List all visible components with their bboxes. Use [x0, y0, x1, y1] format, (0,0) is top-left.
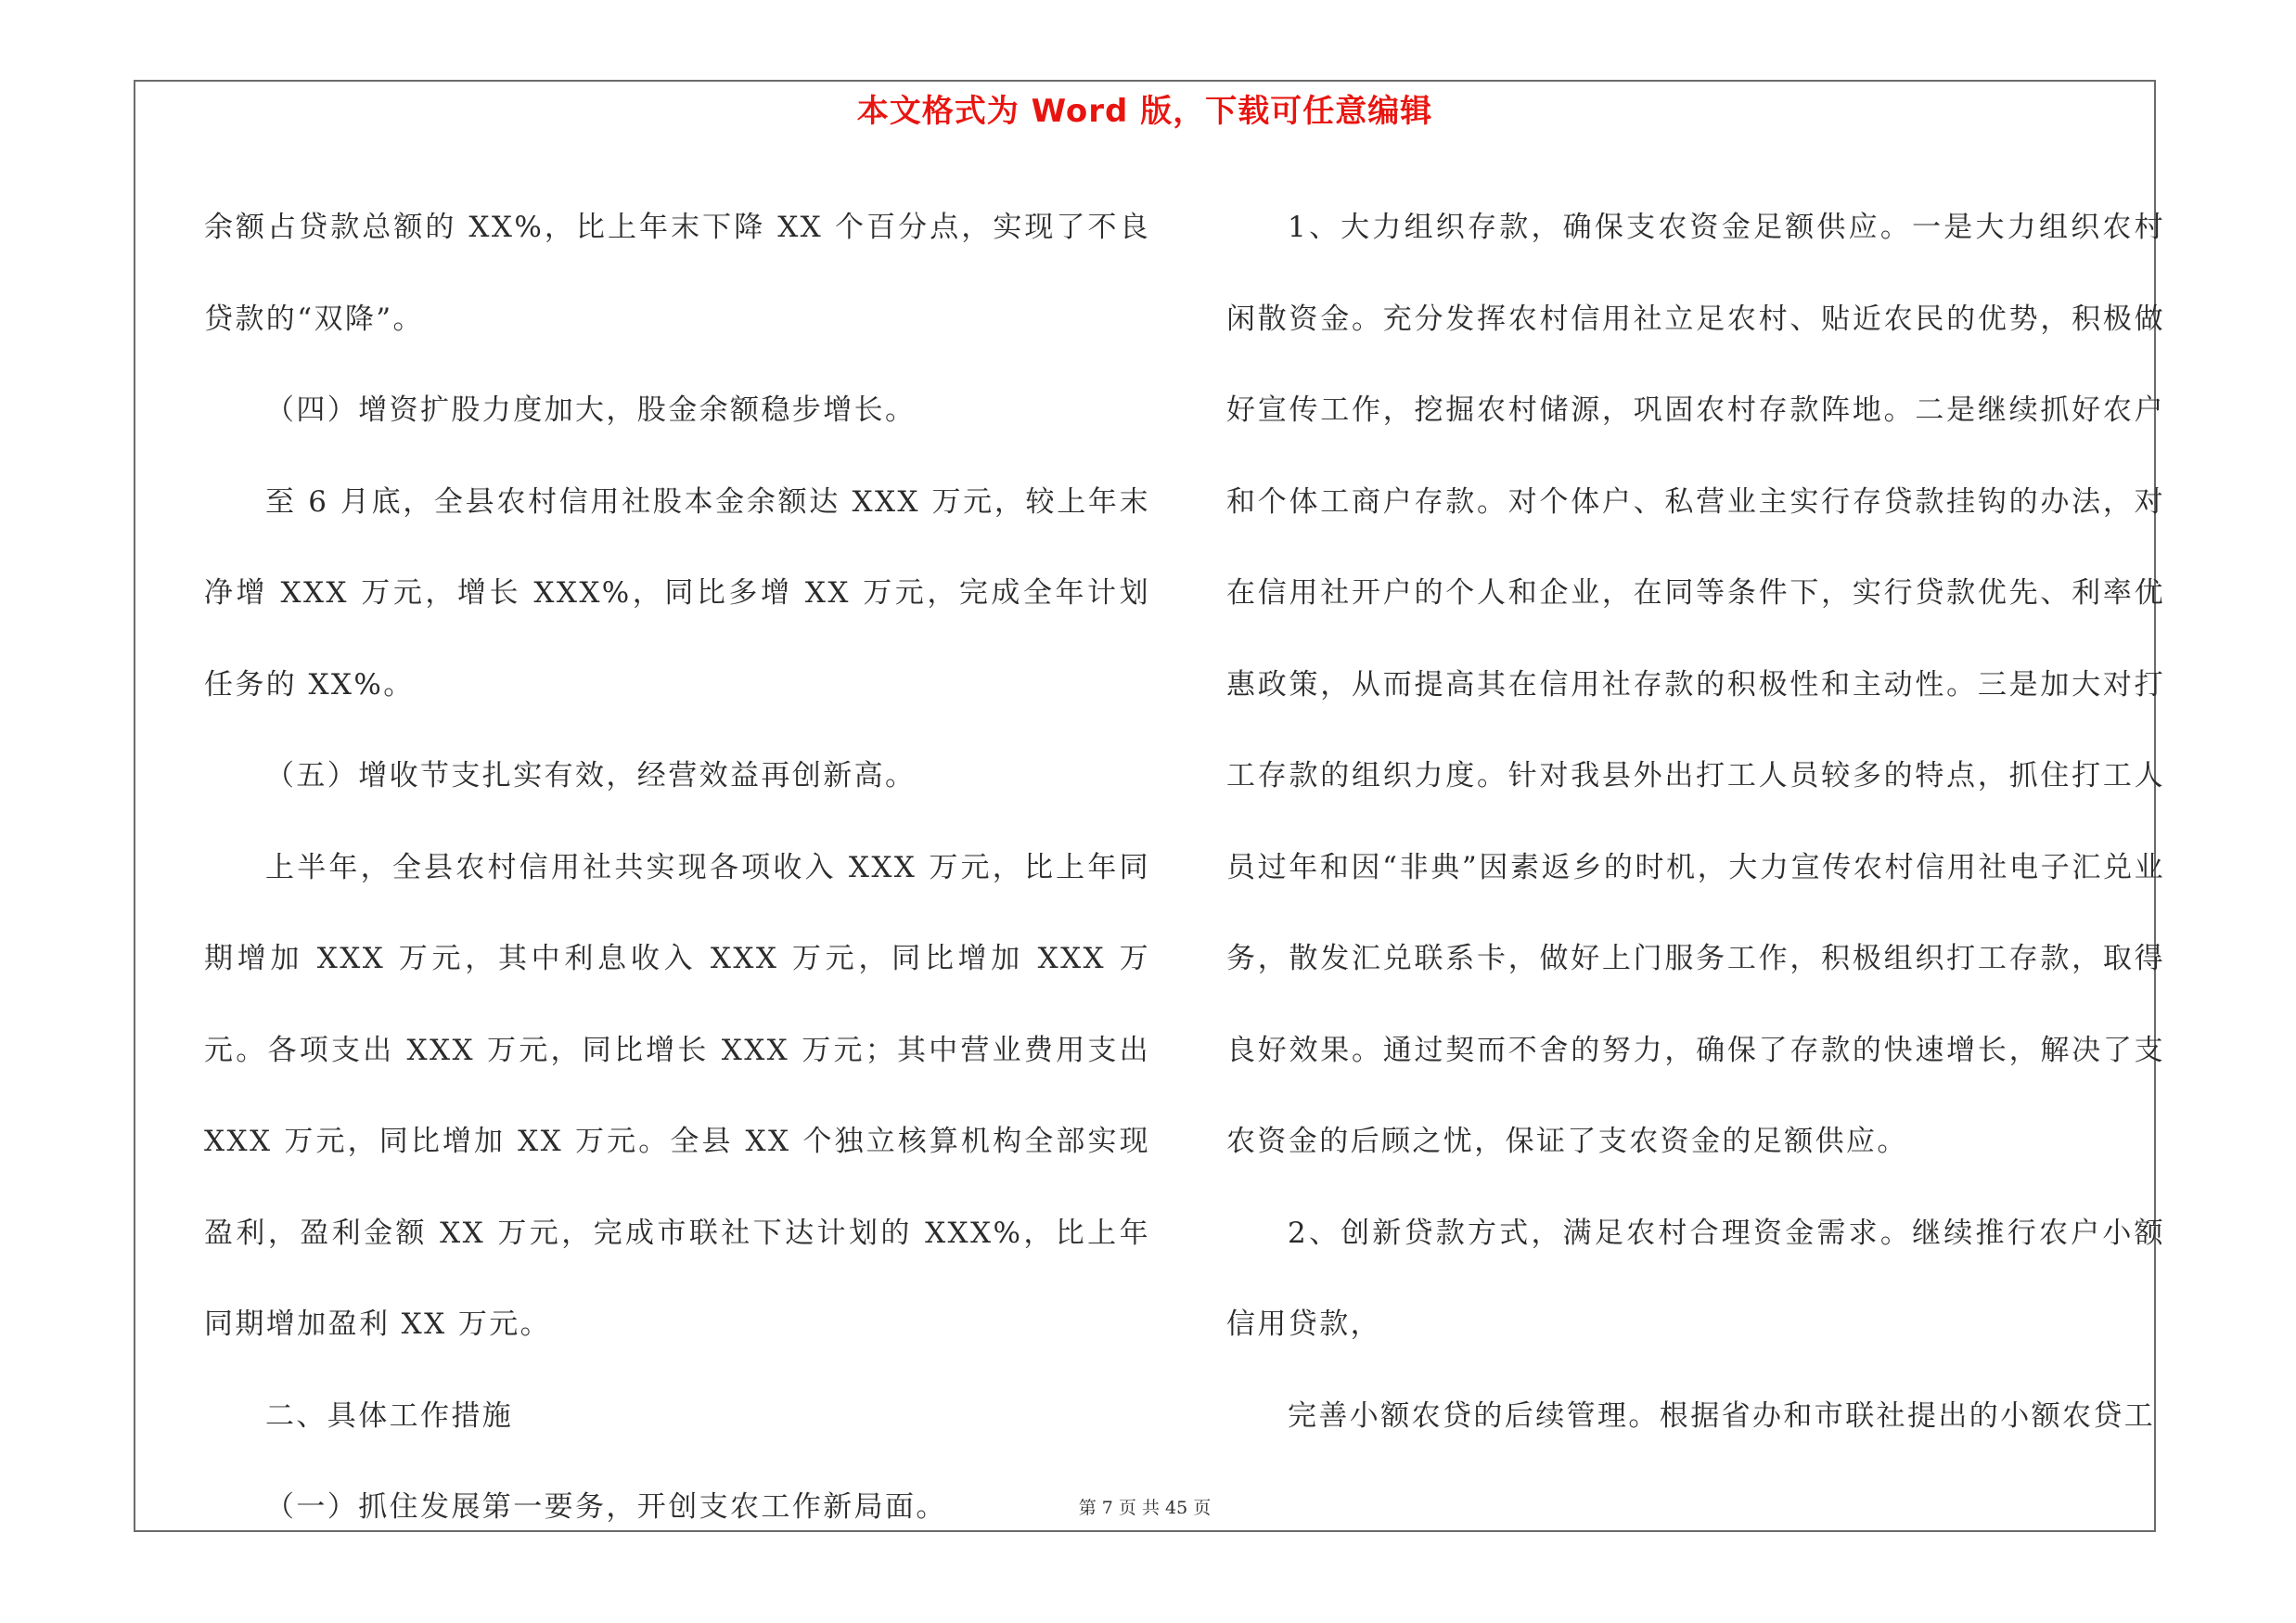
- paragraph-left-5: 上半年，全县农村信用社共实现各项收入 XXX 万元，比上年同期增加 XXX 万元，其中利息收入 XXX 万元，同比增加 XXX 万元。各项支出 XXX 万元，同比增长 XXX 万元；其中营业费用支出 XXX 万元，同比增加 XX 万元。全县 XX 个独立核算机构全部实现盈利，盈利金额 XX 万元，完成市联社下达计划的 XXX%，比上年同期增加盈利 XX 万元。: [204, 850, 1150, 1341]
- paragraph-right-2: 2、创新贷款方式，满足农村合理资金需求。继续推行农户小额信用贷款，: [1226, 1216, 2165, 1341]
- section-heading-measures: 二、具体工作措施: [265, 1398, 514, 1433]
- paragraph-right-3: 完善小额农贷的后续管理。根据省办和市联社提出的小额农贷工: [1288, 1398, 2156, 1433]
- paragraph-left-2: （四）增资扩股力度加大，股金余额稳步增长。: [265, 393, 917, 427]
- paragraph-left-3: 至 6 月底，全县农村信用社股本金余额达 XXX 万元，较上年末净增 XXX 万元，增长 XXX%，同比多增 XX 万元，完成全年计划任务的 XX%。: [204, 484, 1150, 702]
- paragraph-left-1: 余额占贷款总额的 XX%，比上年末下降 XX 个百分点，实现了不良贷款的“双降”。: [204, 211, 1150, 336]
- page-number: 第 7 页 共 45 页: [1078, 1498, 1212, 1518]
- word-format-banner: 本文格式为 Word 版，下载可任意编辑: [856, 93, 1433, 130]
- paragraph-left-4: （五）增收节支扎实有效，经营效益再创新高。: [265, 759, 917, 792]
- right-text-column: [1226, 182, 2165, 1462]
- paragraph-left-7: （一）抓住发展第一要务，开创支农工作新局面。: [265, 1490, 947, 1524]
- paragraph-right-1: 1、大力组织存款，确保支农资金足额供应。一是大力组织农村闲散资金。充分发挥农村信用社立足农村、贴近农民的优势，积极做好宣传工作，挖掘农村储源，巩固农村存款阵地。二是继续抓好农户和个体工商户存款。对个体户、私营业主实行存贷款挂钩的办法，对在信用社开户的个人和企业，在同等条件下，实行贷款优先、利率优惠政策，从而提高其在信用社存款的积极性和主动性。三是加大对打工存款的组织力度。针对我县外出打工人员较多的特点，抓住打工人员过年和因“非典”因素返乡的时机，大力宣传农村信用社电子汇兑业务，散发汇兑联系卡，做好上门服务工作，积极组织打工存款，取得良好效果。通过契而不舍的努力，确保了存款的快速增长，解决了支农资金的后顾之忧，保证了支农资金的足额供应。: [1226, 211, 2165, 1158]
- left-text-column: [204, 182, 1150, 1553]
